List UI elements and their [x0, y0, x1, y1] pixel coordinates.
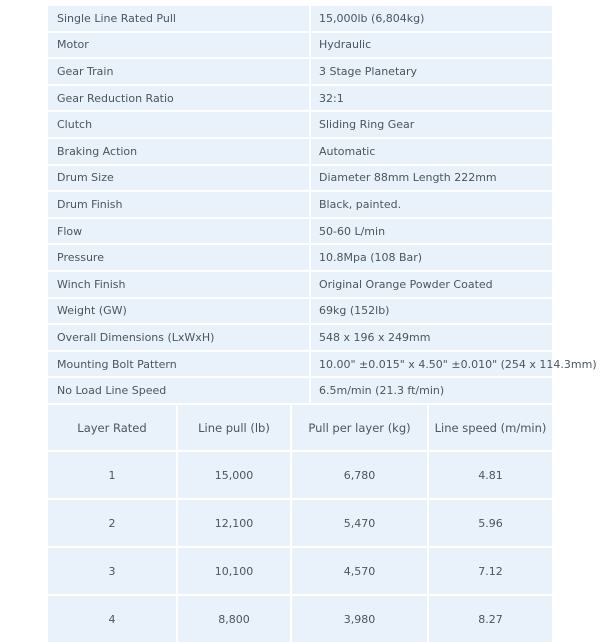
spec-label: Gear Train	[48, 59, 311, 84]
line-pull-cell: 8,800	[176, 594, 290, 642]
line-pull-cell: 12,100	[176, 498, 290, 546]
line-pull-cell: 15,000	[176, 450, 290, 498]
spec-label: Drum Finish	[48, 192, 311, 217]
spec-value: Hydraulic	[311, 33, 552, 58]
line-speed-cell: 4.81	[427, 450, 552, 498]
column-header-line-pull: Line pull (lb)	[176, 405, 290, 450]
spec-row	[48, 192, 552, 217]
pull-per-layer-cell: 4,570	[290, 546, 427, 594]
spec-row	[48, 219, 552, 244]
spec-value: 10.8Mpa (108 Bar)	[311, 245, 552, 270]
spec-label: Mounting Bolt Pattern	[48, 352, 311, 377]
column-header-line-speed: Line speed (m/min)	[427, 405, 552, 450]
spec-row	[48, 166, 552, 191]
spec-label: Clutch	[48, 112, 311, 137]
spec-value: 3 Stage Planetary	[311, 59, 552, 84]
spec-value: 32:1	[311, 86, 552, 111]
specifications-table	[48, 4, 597, 405]
pull-per-layer-cell: 6,780	[290, 450, 427, 498]
spec-label: Gear Reduction Ratio	[48, 86, 311, 111]
spec-value: Diameter 88mm Length 222mm	[311, 166, 552, 191]
spec-value: Automatic	[311, 139, 552, 164]
spec-value: 50-60 L/min	[311, 219, 552, 244]
spec-label: Motor	[48, 33, 311, 58]
spec-label: Winch Finish	[48, 272, 311, 297]
spec-value: 10.00" ±0.015" x 4.50" ±0.010" (254 x 114.3mm)	[311, 352, 552, 377]
column-header-pull-per-layer: Pull per layer (kg)	[290, 405, 427, 450]
line-speed-cell: 8.27	[427, 594, 552, 642]
spec-value: Black, painted.	[311, 192, 552, 217]
spec-row	[48, 272, 552, 297]
spec-row	[48, 33, 552, 58]
table-row	[48, 546, 552, 594]
pull-per-layer-cell: 3,980	[290, 594, 427, 642]
pull-per-layer-cell: 5,470	[290, 498, 427, 546]
spec-label: Pressure	[48, 245, 311, 270]
spec-row	[48, 299, 552, 324]
spec-row	[48, 139, 552, 164]
spec-value: Original Orange Powder Coated	[311, 272, 552, 297]
spec-label: Overall Dimensions (LxWxH)	[48, 325, 311, 350]
line-pull-cell: 10,100	[176, 546, 290, 594]
column-header-layer-rated: Layer Rated	[48, 405, 176, 450]
table-row	[48, 594, 552, 642]
spec-label: Single Line Rated Pull	[48, 6, 311, 31]
spec-row	[48, 378, 552, 403]
spec-value: 6.5m/min (21.3 ft/min)	[311, 378, 552, 403]
layer-cell: 1	[48, 450, 176, 498]
line-speed-cell: 7.12	[427, 546, 552, 594]
header-row	[48, 405, 552, 450]
layer-performance-table	[48, 405, 552, 642]
table-row	[48, 450, 552, 498]
spec-row	[48, 112, 552, 137]
spec-value: 548 x 196 x 249mm	[311, 325, 552, 350]
spec-label: Braking Action	[48, 139, 311, 164]
spec-row	[48, 352, 552, 377]
spec-row	[48, 86, 552, 111]
spec-value: 15,000lb (6,804kg)	[311, 6, 552, 31]
line-speed-cell: 5.96	[427, 498, 552, 546]
spec-row	[48, 325, 552, 350]
spec-label: Drum Size	[48, 166, 311, 191]
table-row	[48, 498, 552, 546]
layer-cell: 2	[48, 498, 176, 546]
layer-cell: 3	[48, 546, 176, 594]
spec-label: Weight (GW)	[48, 299, 311, 324]
spec-value: 69kg (152lb)	[311, 299, 552, 324]
layer-cell: 4	[48, 594, 176, 642]
spec-row	[48, 6, 552, 31]
spec-label: Flow	[48, 219, 311, 244]
spec-value: Sliding Ring Gear	[311, 112, 552, 137]
spec-row	[48, 245, 552, 270]
spec-label: No Load Line Speed	[48, 378, 311, 403]
spec-row	[48, 59, 552, 84]
